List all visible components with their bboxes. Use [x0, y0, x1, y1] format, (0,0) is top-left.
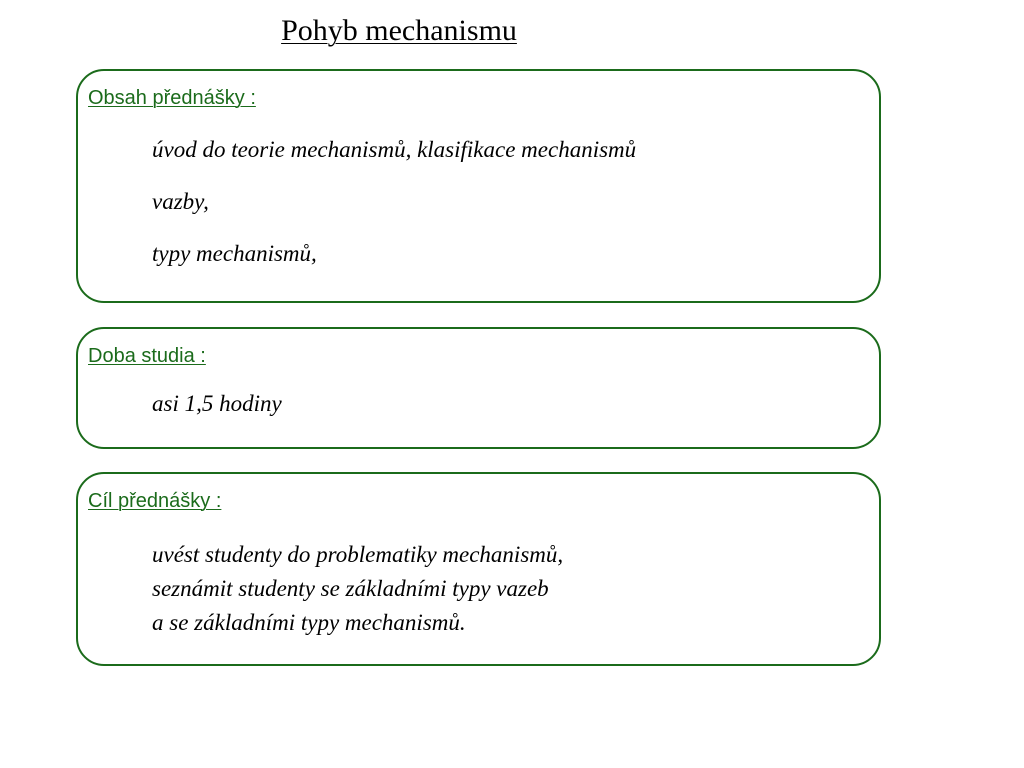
- section-items: [152, 389, 282, 419]
- list-item: typy mechanismů,: [152, 241, 317, 266]
- section-items: [152, 538, 563, 640]
- list-item: asi 1,5 hodiny: [152, 391, 282, 416]
- section-lecture-content: [76, 69, 881, 303]
- section-study-time: [76, 327, 881, 449]
- section-heading: Doba studia :: [88, 345, 206, 367]
- section-heading: Obsah přednášky :: [88, 87, 256, 109]
- list-item: a se základními typy mechanismů.: [152, 610, 466, 635]
- page-title: Pohyb mechanismu: [281, 14, 517, 47]
- section-heading: Cíl přednášky :: [88, 490, 222, 512]
- list-item: vazby,: [152, 189, 209, 214]
- section-lecture-goal: [76, 472, 881, 666]
- list-item: úvod do teorie mechanismů, klasifikace mechanismů: [152, 137, 637, 162]
- section-items: [152, 135, 636, 291]
- list-item: uvést studenty do problematiky mechanismů,: [152, 542, 564, 567]
- list-item: seznámit studenty se základními typy vazeb: [152, 576, 549, 601]
